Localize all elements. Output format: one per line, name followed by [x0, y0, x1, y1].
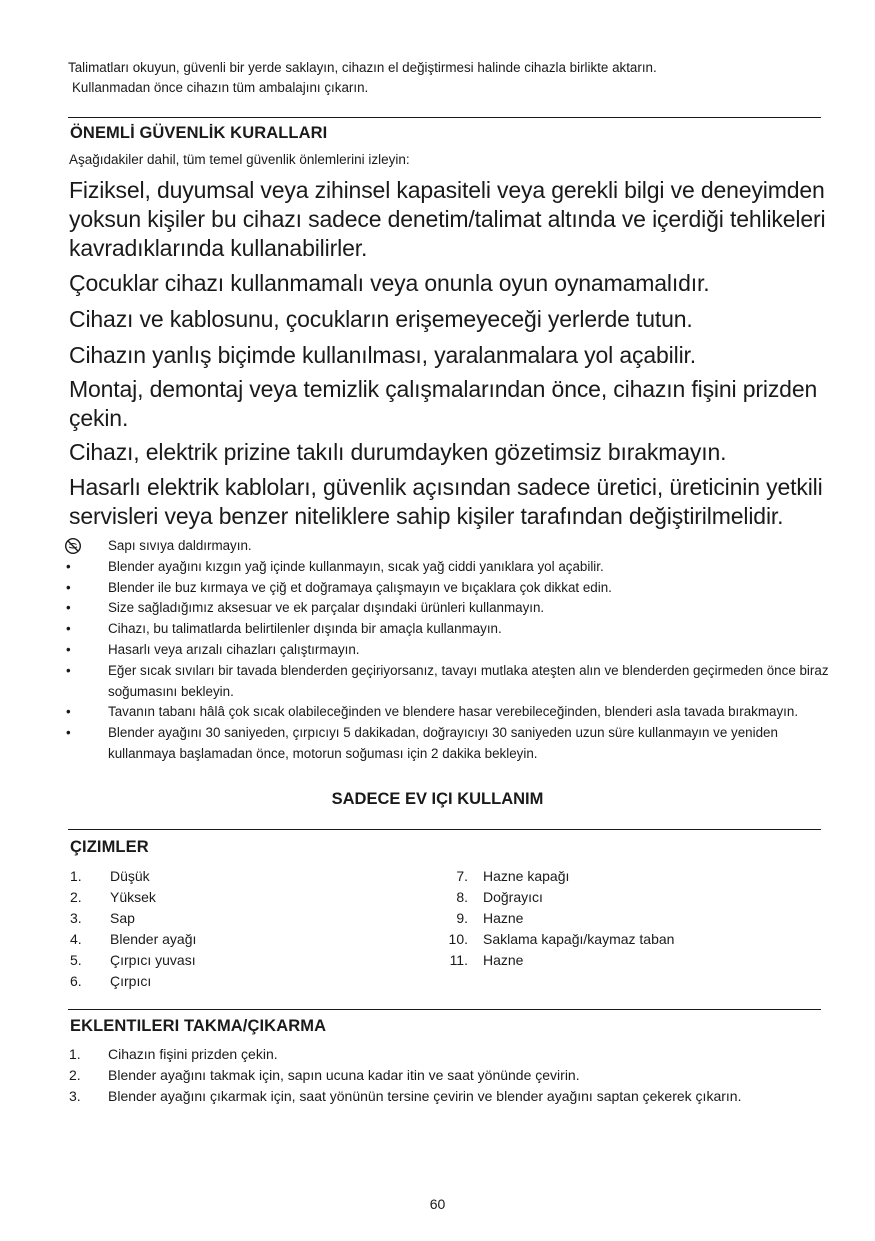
part-number: 10.: [448, 931, 468, 947]
bullet: •: [66, 704, 71, 720]
safety-list: [62, 536, 832, 765]
list-item: [62, 536, 832, 557]
page-number: 60: [429, 1196, 446, 1212]
list-item-text: Cihazı, bu talimatlarda belirtilenler dışında bir amaçla kullanmayın.: [108, 621, 502, 637]
list-item-text: Blender ile buz kırmaya ve çiğ et doğramaya çalışmayın ve bıçaklara çok dikkat edin.: [108, 579, 612, 595]
no-immersion-icon: [62, 537, 84, 555]
safety-paragraph: Cihazı, elektrik prizine takılı durumdayken gözetimsiz bırakmayın.: [69, 439, 727, 465]
part-label: Hazne: [483, 910, 524, 926]
bullet: •: [66, 558, 71, 574]
list-item-text: Size sağladığımız aksesuar ve ek parçalar dışındaki ürünleri kullanmayın.: [108, 600, 545, 616]
part-label: Sap: [110, 910, 135, 926]
part-item: [70, 971, 196, 992]
list-item: [62, 578, 832, 599]
parts-list-left: [70, 866, 196, 992]
safety-paragraph: Cihazın yanlış biçimde kullanılması, yaralanmalara yol açabilir.: [69, 342, 697, 368]
list-item: [62, 557, 832, 578]
list-item-text: Blender ayağını 30 saniyeden, çırpıcıyı 5 dakikadan, doğrayıcıyı 30 saniyeden uzun süre kullanmayın ve yeniden kullanmaya başlamadan önce, motorun soğuması için 2 dakika bekleyin.: [108, 725, 778, 761]
step-item: [69, 1086, 829, 1107]
step-number: 2.: [69, 1067, 81, 1083]
part-label: Düşük: [110, 868, 150, 884]
part-item: [440, 908, 674, 929]
attachment-steps: [69, 1044, 829, 1107]
part-number: 11.: [449, 952, 468, 968]
part-number: 3.: [70, 910, 82, 926]
list-item-text: Sapı sıvıya daldırmayın.: [108, 538, 252, 553]
part-number: 7.: [456, 868, 468, 884]
step-number: 3.: [69, 1088, 81, 1104]
part-number: 1.: [70, 868, 82, 884]
section-divider: [68, 829, 821, 830]
safety-paragraph: Cihazı ve kablosunu, çocukların erişemeyeceği yerlerde tutun.: [69, 306, 693, 332]
part-number: 9.: [456, 910, 468, 926]
part-number: 5.: [70, 952, 82, 968]
drawings-heading: ÇIZIMLER: [70, 838, 149, 856]
intro-line: Talimatları okuyun, güvenli bir yerde saklayın, cihazın el değiştirmesi halinde cihazla birlikte aktarın.: [68, 60, 657, 75]
safety-paragraph: Montaj, demontaj veya temizlik çalışmalarından önce, cihazın fişini prizden çekin.: [69, 376, 818, 431]
part-item: [70, 929, 196, 950]
step-number: 1.: [69, 1046, 81, 1062]
parts-list-right: [440, 866, 674, 971]
list-item: [62, 598, 832, 619]
bullet: •: [66, 662, 71, 678]
list-item: [62, 640, 832, 661]
intro-line: Kullanmadan önce cihazın tüm ambalajını çıkarın.: [72, 80, 369, 95]
part-item: [440, 929, 674, 950]
list-item: [62, 702, 832, 723]
list-item-text: Blender ayağını kızgın yağ içinde kullanmayın, sıcak yağ ciddi yanıklara yol açabilir.: [108, 558, 604, 574]
bullet: •: [66, 621, 71, 637]
bullet: •: [66, 641, 71, 657]
part-item: [70, 866, 196, 887]
part-label: Hazne kapağı: [483, 868, 570, 884]
part-number: 2.: [70, 889, 82, 905]
step-item: [69, 1044, 829, 1065]
list-item-text: Hasarlı veya arızalı cihazları çalıştırmayın.: [108, 641, 360, 657]
list-item: [62, 661, 832, 703]
section-divider: [68, 117, 821, 118]
bullet: •: [66, 600, 71, 616]
step-text: Blender ayağını takmak için, sapın ucuna kadar itin ve saat yönünde çevirin.: [108, 1067, 580, 1083]
intro-text: [68, 58, 828, 98]
safety-subtitle: Aşağıdakiler dahil, tüm temel güvenlik önlemlerini izleyin:: [69, 152, 410, 167]
list-item: [62, 619, 832, 640]
part-item: [440, 866, 674, 887]
list-item-text: Eğer sıcak sıvıları bir tavada blenderden geçiriyorsanız, tavayı mutlaka ateşten alın ve blenderden geçirmeden önce biraz soğumasını bekleyin.: [108, 662, 829, 699]
bullet: •: [66, 725, 71, 741]
part-item: [70, 887, 196, 908]
step-item: [69, 1065, 829, 1086]
part-number: 8.: [456, 889, 468, 905]
part-label: Yüksek: [110, 889, 156, 905]
bullet: •: [66, 579, 71, 595]
list-item-text: Tavanın tabanı hâlâ çok sıcak olabileceğinden ve blendere hasar verebileceğinden, blenderi asla tavada bırakmayın.: [108, 704, 799, 720]
part-label: Doğrayıcı: [483, 889, 543, 905]
safety-paragraph: Çocuklar cihazı kullanmamalı veya onunla oyun oynamamalıdır.: [69, 270, 710, 296]
list-item: [62, 723, 832, 765]
section-divider: [68, 1009, 821, 1010]
attachments-heading: EKLENTILERI TAKMA/ÇIKARMA: [70, 1017, 327, 1035]
part-label: Çırpıcı: [110, 973, 152, 989]
household-use-notice: SADECE EV IÇI KULLANIM: [331, 790, 544, 808]
part-label: Saklama kapağı/kaymaz taban: [483, 931, 675, 947]
part-item: [440, 950, 674, 971]
safety-heading: ÖNEMLİ GÜVENLİK KURALLARI: [70, 124, 328, 142]
step-text: Cihazın fişini prizden çekin.: [108, 1046, 278, 1062]
part-label: Blender ayağı: [110, 931, 197, 947]
part-item: [70, 950, 196, 971]
part-item: [440, 887, 674, 908]
part-label: Hazne: [483, 952, 524, 968]
safety-paragraph: Fiziksel, duyumsal veya zihinsel kapasiteli veya gerekli bilgi ve deneyimden yoksun kişiler bu cihazı sadece denetim/talimat altında ve içerdiği tehlikeleri kavradıklarında kullanabilirler.: [69, 177, 826, 261]
step-text: Blender ayağını çıkarmak için, saat yönünün tersine çevirin ve blender ayağını saptan çekerek çıkarın.: [108, 1088, 742, 1104]
part-label: Çırpıcı yuvası: [110, 952, 196, 968]
part-number: 6.: [70, 973, 82, 989]
safety-paragraph: Hasarlı elektrik kabloları, güvenlik açısından sadece üretici, üreticinin yetkili servisleri veya benzer niteliklere sahip kişiler tarafından değiştirilmelidir.: [69, 474, 823, 529]
part-number: 4.: [70, 931, 82, 947]
part-item: [70, 908, 196, 929]
